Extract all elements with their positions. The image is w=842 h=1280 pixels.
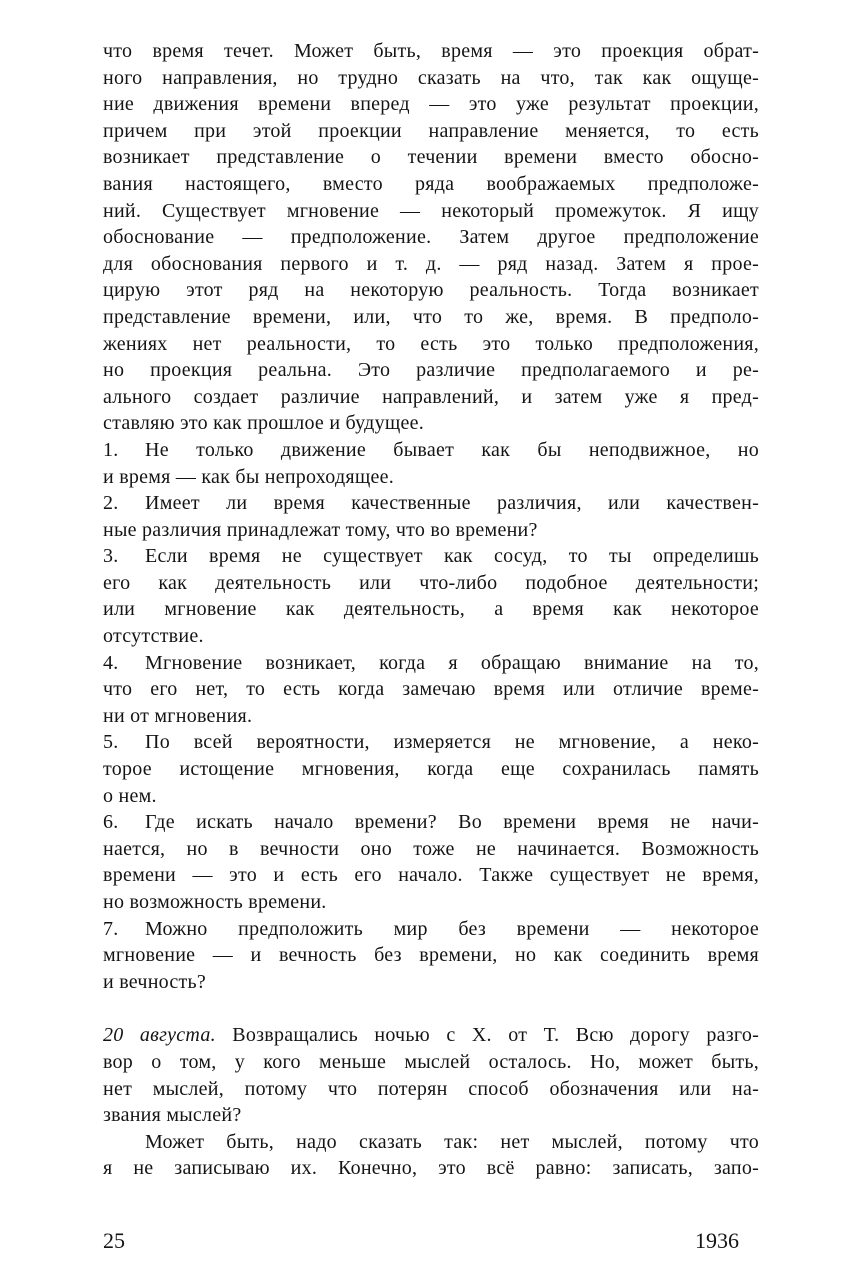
text-line: звания мыслей?	[103, 1104, 242, 1127]
text-line: представление времени, или, что то же, время. В предполо-	[103, 305, 759, 328]
text-line: нет мыслей, потому что потерян способ обозначения или на-	[103, 1077, 759, 1100]
text-line: его как деятельность или что-либо подобное деятельности;	[103, 571, 759, 594]
text-line: ний. Существует мгновение — некоторый промежуток. Я ищу	[103, 199, 759, 222]
text-line: ные различия принадлежат тому, что во времени?	[103, 518, 538, 541]
item-text: Имеет ли время качественные различия, или качествен-	[145, 492, 759, 515]
entry-date: 20 августа.	[103, 1024, 216, 1047]
item-number: 3.	[103, 545, 119, 568]
text-line: ставляю это как прошлое и будущее.	[103, 412, 424, 435]
diary-paragraph-2	[103, 1129, 759, 1182]
entry-first-line: Возвращались ночью с Х. от Т. Всю дорогу разго-	[215, 1024, 759, 1047]
item-text: Если время не существует как сосуд, то ты определишь	[145, 545, 759, 568]
text-line: но проекция реальна. Это различие предполагаемого и ре-	[103, 359, 759, 382]
item-text: Не только движение бывает как бы неподвижное, но	[145, 438, 759, 461]
text-line: и вечность?	[103, 970, 207, 993]
text-line: жениях нет реальности, то есть это только предположения,	[103, 332, 759, 355]
section-gap	[103, 995, 759, 1022]
text-line: торое истощение мгновения, когда еще сохранилась память	[103, 758, 759, 781]
numbered-item-2	[103, 490, 759, 543]
page-body	[103, 38, 759, 1182]
running-year: 1936	[695, 1228, 739, 1253]
text-line: отсутствие.	[103, 625, 204, 648]
numbered-item-4	[103, 650, 759, 730]
item-text: Мгновение возникает, когда я обращаю внимание на то,	[145, 651, 759, 674]
item-number: 6.	[103, 811, 119, 834]
text-line: что время течет. Может быть, время — это проекция обрат-	[103, 40, 759, 62]
text-line: Может быть, надо сказать так: нет мыслей, потому что	[145, 1130, 759, 1153]
text-line: для обоснования первого и т. д. — ряд назад. Затем я прое-	[103, 252, 759, 275]
text-line: времени — это и есть его начало. Также существует не время,	[103, 864, 759, 887]
page-number: 25	[103, 1228, 125, 1253]
item-number: 5.	[103, 731, 119, 754]
numbered-item-7	[103, 916, 759, 996]
intro-paragraph	[103, 38, 759, 437]
item-text: Где искать начало времени? Во времени время не начи-	[145, 811, 759, 834]
text-line: что его нет, то есть когда замечаю время или отличие време-	[103, 678, 759, 701]
text-line: ни от мгновения.	[103, 704, 253, 727]
page-footer	[103, 1228, 739, 1254]
text-line: ального создает различие направлений, и затем уже я пред-	[103, 385, 759, 408]
text-line: вор о том, у кого меньше мыслей осталось. Но, может быть,	[103, 1050, 759, 1073]
text-line: ние движения времени вперед — это уже результат проекции,	[103, 93, 759, 116]
item-number: 2.	[103, 492, 119, 515]
text-line: и время — как бы непроходящее.	[103, 465, 394, 488]
text-line: цирую этот ряд на некоторую реальность. Тогда возникает	[103, 279, 759, 302]
text-line: нается, но в вечности оно тоже не начинается. Возможность	[103, 837, 759, 860]
text-line: возникает представление о течении времени вместо обосно-	[103, 146, 759, 169]
text-line: но возможность времени.	[103, 891, 327, 913]
text-line: или мгновение как деятельность, а время как некоторое	[103, 598, 759, 621]
text-line: о нем.	[103, 784, 157, 807]
text-line: вания настоящего, вместо ряда воображаемых предположе-	[103, 172, 759, 195]
text-line: причем при этой проекции направление меняется, то есть	[103, 119, 759, 142]
numbered-item-5	[103, 729, 759, 809]
numbered-item-6	[103, 809, 759, 915]
text-line: мгновение — и вечность без времени, но как соединить время	[103, 944, 759, 967]
text-line: ного направления, но трудно сказать на что, так как ощуще-	[103, 66, 759, 89]
text-line: обоснование — предположение. Затем другое предположение	[103, 226, 759, 249]
item-text: Можно предположить мир без времени — некоторое	[145, 917, 759, 940]
item-number: 7.	[103, 917, 119, 940]
numbered-item-1	[103, 437, 759, 490]
text-line: я не записываю их. Конечно, это всё равно: записать, запо-	[103, 1157, 759, 1180]
item-number: 1.	[103, 438, 119, 461]
diary-entry	[103, 1022, 759, 1128]
item-number: 4.	[103, 651, 119, 674]
numbered-item-3	[103, 543, 759, 649]
item-text: По всей вероятности, измеряется не мгновение, а неко-	[145, 731, 759, 754]
